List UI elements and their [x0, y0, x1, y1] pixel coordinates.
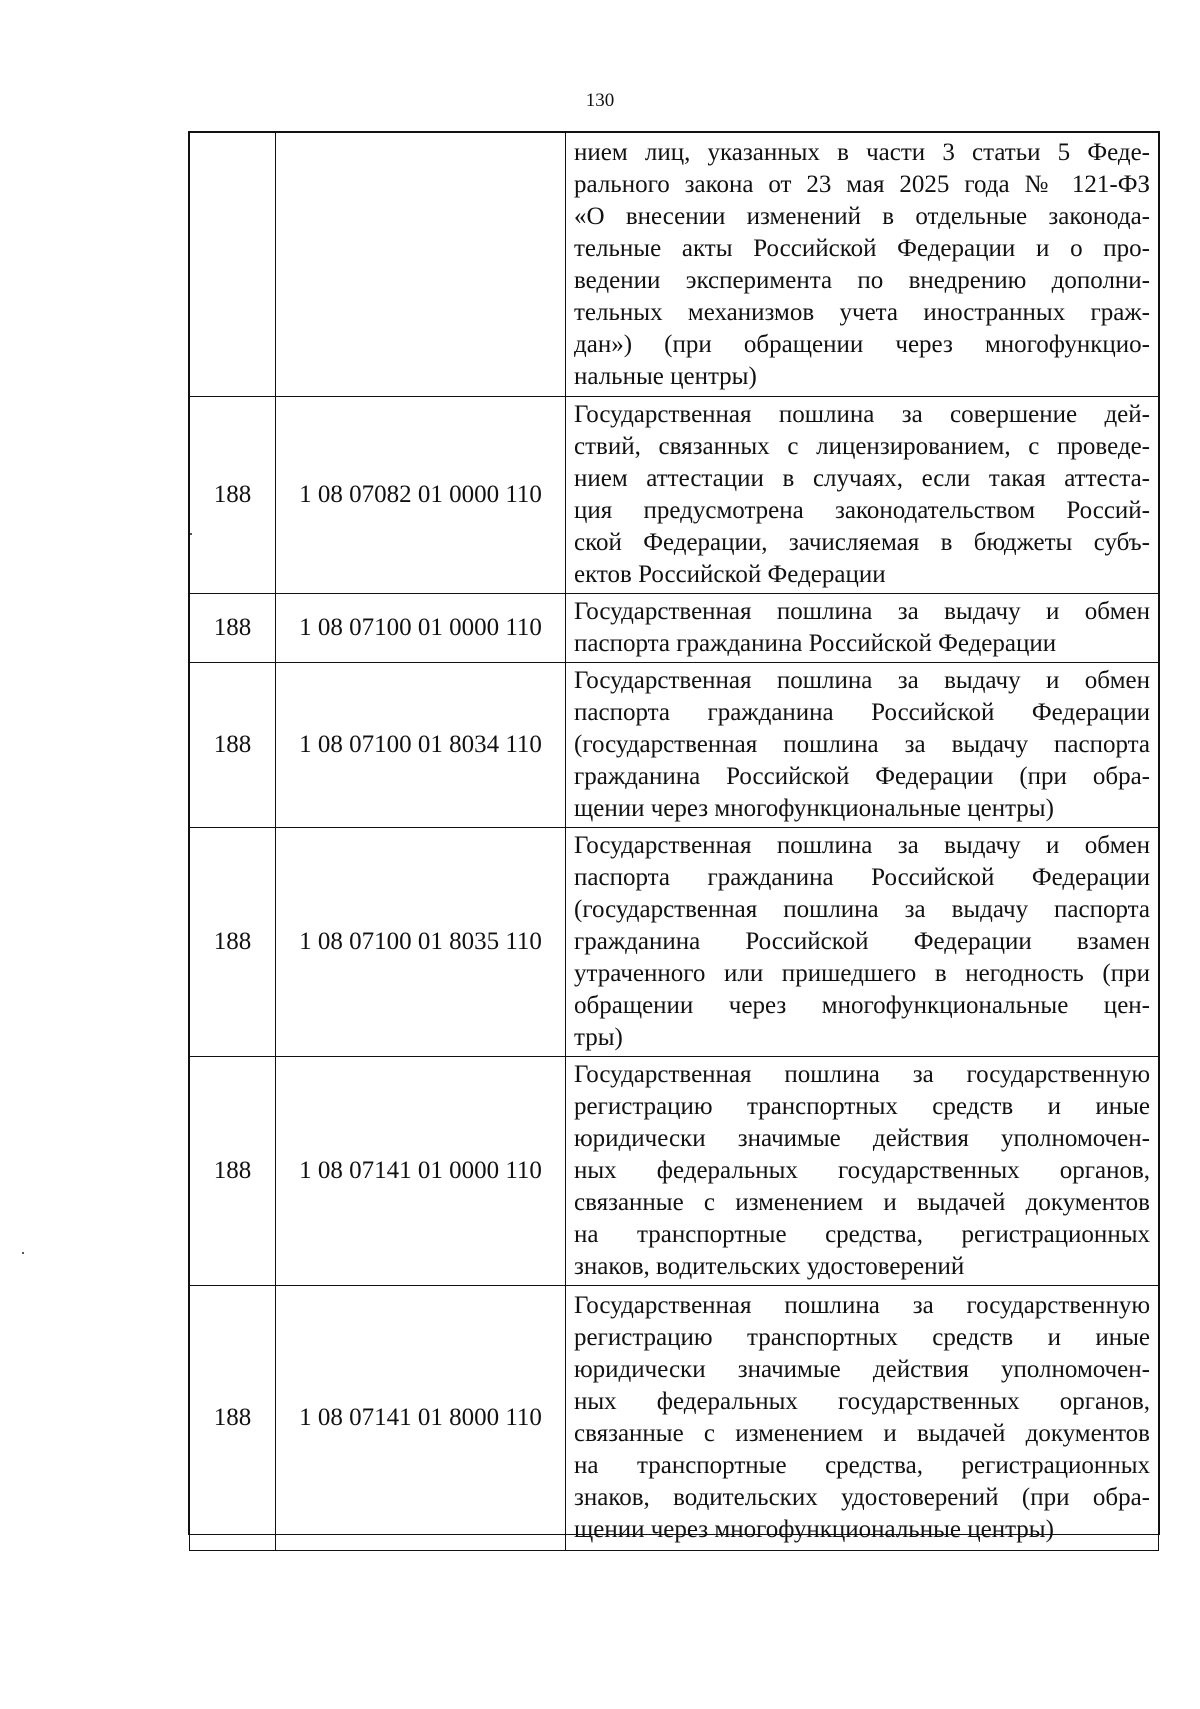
revenue-name-cell [566, 1286, 1159, 1551]
revenue-name-line: Государственная пошлина за выдачу и обмен [574, 598, 1150, 625]
revenue-name-line: связанные с изменением и выдачей документов [574, 1189, 1150, 1216]
table-row [190, 1286, 1159, 1551]
budget-classification-code-cell: 1 08 07141 01 0000 110 [276, 1057, 566, 1286]
revenue-name-line: паспорта гражданина Российской Федерации [574, 630, 1057, 657]
table-row [190, 133, 1159, 397]
revenue-name-line: Государственная пошлина за государственную [574, 1292, 1150, 1319]
revenue-name-line: рального закона от 23 мая 2025 года № 121-ФЗ [574, 170, 1150, 198]
revenue-name-cell [566, 663, 1159, 828]
revenue-name-line: Государственная пошлина за совершение дей- [574, 401, 1150, 428]
revenue-name-line: ных федеральных государственных органов, [574, 1157, 1150, 1184]
revenue-name-line: регистрацию транспортных средств и иные [574, 1093, 1150, 1120]
revenue-name-line: Государственная пошлина за государственную [574, 1061, 1150, 1088]
budget-classification-code-cell: 1 08 07100 01 8035 110 [276, 828, 566, 1057]
admin-code-cell: 188 [190, 397, 276, 594]
budget-classification-code-cell: 1 08 07082 01 0000 110 [276, 397, 566, 594]
revenue-name-line: тельные акты Российской Федерации и о про- [574, 234, 1150, 262]
revenue-name-line: Государственная пошлина за выдачу и обмен [574, 832, 1150, 859]
revenue-name-line: паспорта гражданина Российской Федерации [574, 864, 1150, 891]
revenue-name-line: тры) [574, 1024, 623, 1051]
revenue-name-line: юридически значимые действия уполномочен- [574, 1356, 1150, 1383]
table-row [190, 397, 1159, 594]
revenue-name-line: ствий, связанных с лицензированием, с проведе- [574, 433, 1150, 460]
revenue-name-line: ведении эксперимента по внедрению дополни- [574, 266, 1150, 294]
revenue-name-line: нием аттестации в случаях, если такая аттеста- [574, 465, 1150, 492]
revenue-name-line: нальные центры) [574, 362, 757, 390]
revenue-name-line: гражданина Российской Федерации (при обра- [574, 763, 1150, 790]
admin-code-cell: 188 [190, 1057, 276, 1286]
revenue-name-line: гражданина Российской Федерации взамен [574, 928, 1150, 955]
revenue-name-cell [566, 594, 1159, 663]
table-body [190, 133, 1159, 1551]
admin-code-cell [190, 133, 276, 397]
revenue-name-line: юридически значимые действия уполномочен- [574, 1125, 1150, 1152]
revenue-name-line: «О внесении изменений в отдельные законода- [574, 202, 1150, 230]
revenue-name-line: ция предусмотрена законодательством Россий- [574, 497, 1150, 524]
scan-speck [190, 533, 192, 535]
revenue-codes-table [188, 131, 1160, 1543]
revenue-name-line: знаков, водительских удостоверений (при обра- [574, 1484, 1150, 1511]
admin-code-cell: 188 [190, 594, 276, 663]
table-row [190, 663, 1159, 828]
revenue-name-cell [566, 828, 1159, 1057]
revenue-name-line: щении через многофункциональные центры) [574, 1516, 1054, 1543]
revenue-name-line: тельных механизмов учета иностранных граж- [574, 298, 1150, 326]
revenue-name-line: (государственная пошлина за выдачу паспорта [574, 896, 1150, 923]
table-row [190, 594, 1159, 663]
revenue-name-line: ектов Российской Федерации [574, 561, 886, 588]
revenue-name-line: дан») (при обращении через многофункцио- [574, 330, 1150, 358]
revenue-name-line: нием лиц, указанных в части 3 статьи 5 Феде- [574, 138, 1150, 166]
revenue-name-line: знаков, водительских удостоверений [574, 1253, 965, 1280]
revenue-name-line: щении через многофункциональные центры) [574, 795, 1054, 822]
revenue-name-cell [566, 133, 1159, 397]
budget-classification-code-cell: 1 08 07100 01 0000 110 [276, 594, 566, 663]
revenue-name-line: регистрацию транспортных средств и иные [574, 1324, 1150, 1351]
revenue-name-line: обращении через многофункциональные цен- [574, 992, 1150, 1019]
table-row [190, 828, 1159, 1057]
budget-classification-code-cell: 1 08 07141 01 8000 110 [276, 1286, 566, 1551]
revenue-name-line: Государственная пошлина за выдачу и обмен [574, 667, 1150, 694]
revenue-name-line: паспорта гражданина Российской Федерации [574, 699, 1150, 726]
scan-speck [22, 1252, 24, 1254]
revenue-name-line: на транспортные средства, регистрационных [574, 1221, 1150, 1248]
revenue-name-line: утраченного или пришедшего в негодность (при [574, 960, 1150, 987]
budget-classification-code-cell [276, 133, 566, 397]
revenue-name-cell [566, 397, 1159, 594]
revenue-name-cell [566, 1057, 1159, 1286]
revenue-name-line: связанные с изменением и выдачей документов [574, 1420, 1150, 1447]
admin-code-cell: 188 [190, 663, 276, 828]
page-number: 130 [585, 90, 615, 111]
budget-classification-code-cell: 1 08 07100 01 8034 110 [276, 663, 566, 828]
revenue-name-line: ской Федерации, зачисляемая в бюджеты субъ- [574, 529, 1150, 556]
admin-code-cell: 188 [190, 1286, 276, 1551]
table-row [190, 1057, 1159, 1286]
revenue-codes-grid [189, 132, 1159, 1551]
admin-code-cell: 188 [190, 828, 276, 1057]
revenue-name-line: на транспортные средства, регистрационных [574, 1452, 1150, 1479]
revenue-name-line: ных федеральных государственных органов, [574, 1388, 1150, 1415]
revenue-name-line: (государственная пошлина за выдачу паспорта [574, 731, 1150, 758]
